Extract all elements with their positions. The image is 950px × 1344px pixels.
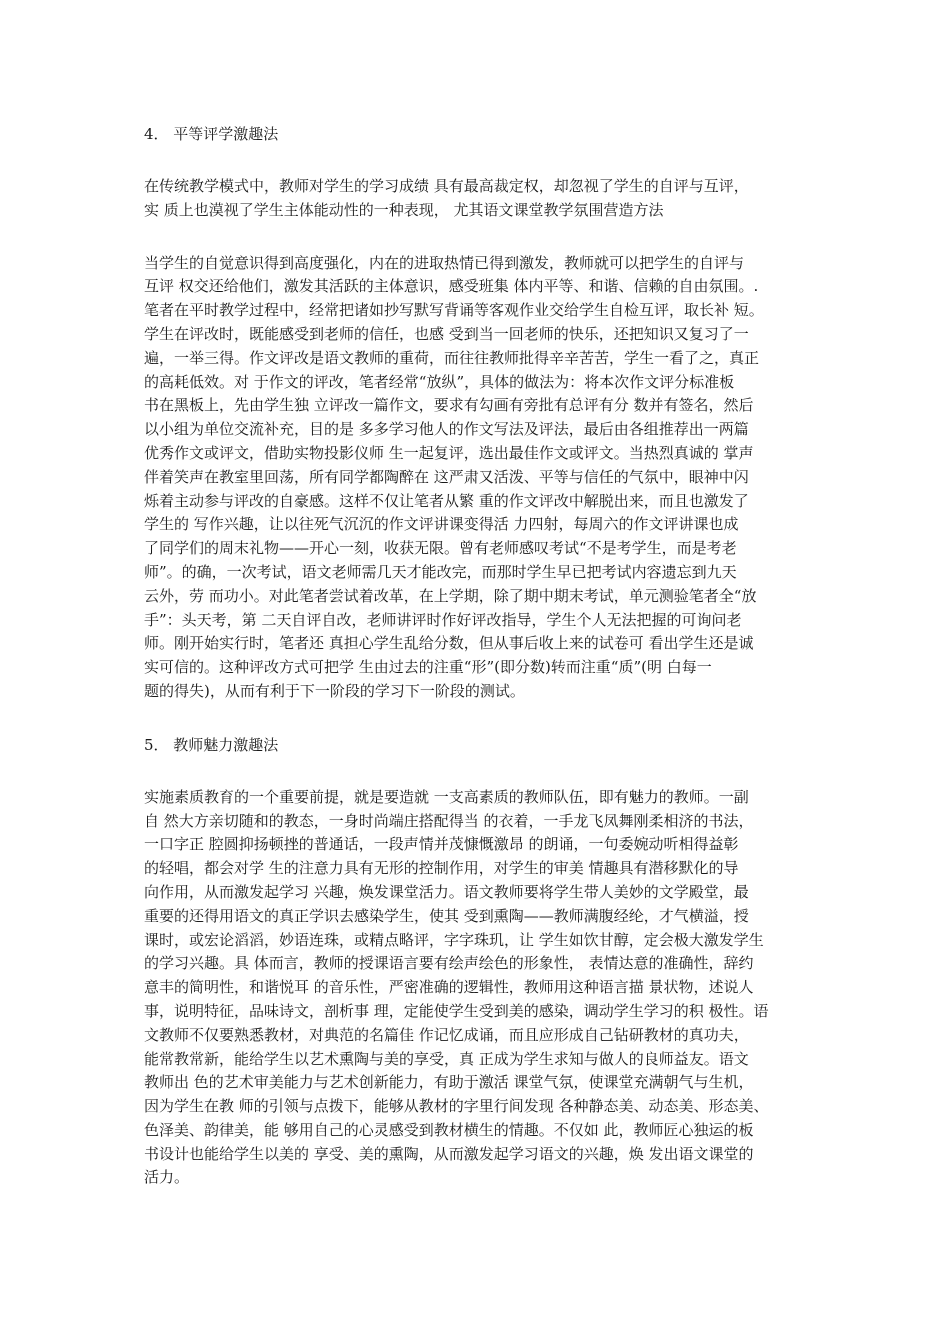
text-line: 以小组为单位交流补充，目的是 多多学习他人的作文写法及评法，最后由各组推荐出一两篇 bbox=[144, 420, 749, 439]
text-line: 课时，或宏论滔滔，妙语连珠，或精点略评，字字珠玑，让 学生如饮甘醇，定会极大激发学生 bbox=[144, 930, 764, 949]
text-line: 意丰的简明性，和谐悦耳 的音乐性，严密准确的逻辑性，教师用这种语言描 景状物，述说人 bbox=[144, 978, 754, 997]
text-line: 实可信的。这种评改方式可把学 生由过去的注重“形”(即分数)转而注重“质”(明 白每一 bbox=[144, 658, 712, 677]
text-line: 事，说明特征，品味诗文，剖析事 理，定能使学生受到美的感染，调动学生学习的积 极性。语 bbox=[144, 1001, 769, 1020]
text-line: 遍，一举三得。作文评改是语文教师的重荷，而往往教师批得辛辛苦苦，学生一看了之，真正 bbox=[144, 348, 760, 367]
text-line: 学生在评改时，既能感受到老师的信任，也感 受到当一回老师的快乐，还把知识又复习了一 bbox=[144, 324, 749, 343]
paragraph bbox=[144, 175, 814, 223]
text-line: 书设计也能给学生以美的 享受、美的熏陶，从而激发起学习语文的兴趣，焕 发出语文课堂的 bbox=[144, 1144, 754, 1163]
text-line: 活力。 bbox=[144, 1168, 190, 1187]
text-line: 笔者在平时教学过程中，经常把诸如抄写默写背诵等客观作业交给学生自检互评，取长补 短。 bbox=[144, 301, 764, 320]
text-line: 伴着笑声在教室里回荡，所有同学都陶醉在 这严肃又活泼、平等与信任的气氛中，眼神中闪 bbox=[144, 467, 749, 486]
text-line: 一口字正 腔圆抑扬顿挫的普通话，一段声情并茂慷慨激昂 的朗诵，一句委婉动听相得益彰 bbox=[144, 835, 739, 854]
section-4 bbox=[144, 122, 814, 733]
text-line: 能常教常新，能给学生以艺术熏陶与美的享受，真 正成为学生求知与做人的良师益友。语文 bbox=[144, 1049, 749, 1068]
text-line: 优秀作文或评文，借助实物投影仪师 生一起复评，选出最佳作文或评文。当热烈真诚的 掌声 bbox=[144, 443, 754, 462]
text-line: 向作用，从而激发起学习 兴趣，焕发课堂活力。语文教师要将学生带人美妙的文学殿堂，最 bbox=[144, 882, 749, 901]
text-line: 实 质上也漠视了学生主体能动性的一种表现， 尤其语文课堂教学氛围营造方法 bbox=[144, 200, 664, 219]
text-line: 书在黑板上，先由学生独 立评改一篇作文，要求有勾画有旁批有总评有分 数并有签名，然后 bbox=[144, 396, 754, 415]
paragraph bbox=[144, 786, 814, 1191]
text-line: 学生的 写作兴趣，让以往死气沉沉的作文评讲课变得活 力四射，每周六的作文评讲课也成 bbox=[144, 515, 739, 534]
text-line: 题的得失)，从而有利于下一阶段的学习下一阶段的测试。 bbox=[144, 681, 525, 700]
section-heading: 5． 教师魅力激趣法 bbox=[144, 735, 279, 754]
text-line: 的学习兴趣。具 体而言，教师的授课语言要有绘声绘色的形象性， 表情达意的准确性，辞约 bbox=[144, 954, 754, 973]
text-line: 了同学们的周末礼物——开心一刻，收获无限。曾有老师感叹考试“不是考学生，而是考老 bbox=[144, 539, 737, 558]
text-line: 实施素质教育的一个重要前提，就是要造就 一支高素质的教师队伍，即有魅力的教师。一副 bbox=[144, 787, 749, 806]
text-line: 色泽美、韵律美，能 够用自己的心灵感受到教材横生的情趣。不仅如 此，教师匠心独运的板 bbox=[144, 1120, 754, 1139]
text-line: 云外，劳 而功小。对此笔者尝试着改革，在上学期，除了期中期末考试，单元测验笔者全“放 bbox=[144, 586, 757, 605]
text-line: 在传统教学模式中，教师对学生的学习成绩 具有最高裁定权，却忽视了学生的自评与互评， bbox=[144, 177, 749, 195]
text-line: 教师出 色的艺术审美能力与艺术创新能力，有助于激活 课堂气氛，使课堂充满朝气与生机， bbox=[144, 1073, 754, 1092]
text-line: 因为学生在教 师的引领与点拨下，能够从教材的字里行间发现 各种静态美、动态美、形态美、 bbox=[144, 1097, 769, 1116]
section-5 bbox=[144, 733, 814, 1191]
text-line: 自 然大方亲切随和的教态，一身时尚端庄搭配得当 的衣着，一手龙飞凤舞刚柔相济的书法， bbox=[144, 811, 754, 830]
text-line: 互评 权交还给他们，激发其活跃的主体意识，感受班集 体内平等、和谐、信赖的自由氛围。. bbox=[144, 277, 759, 296]
text-line: 师”。的确，一次考试，语文老师需几天才能改完，而那时学生早已把考试内容遗忘到九天 bbox=[144, 562, 737, 581]
text-line: 的轻唱，都会对学 生的注意力具有无形的控制作用，对学生的审美 情趣具有潜移默化的导 bbox=[144, 859, 739, 878]
paragraph bbox=[144, 252, 814, 704]
text-line: 手”：头天考，第 二天自评自改，老师讲评时作好评改指导，学生个人无法把握的可询问老 bbox=[144, 610, 742, 629]
text-line: 的高耗低效。对 于作文的评改，笔者经常“放纵”，具体的做法为：将本次作文评分标准板 bbox=[144, 372, 735, 391]
text-line: 烁着主动参与评改的自豪感。这样不仅让笔者从繁 重的作文评改中解脱出来，而且也激发了 bbox=[144, 491, 749, 510]
section-heading: 4． 平等评学激趣法 bbox=[144, 125, 279, 143]
text-line: 师。刚开始实行时，笔者还 真担心学生乱给分数，但从事后收上来的试卷可 看出学生还是诚 bbox=[144, 634, 754, 653]
text-line: 重要的还得用语文的真正学识去感染学生，使其 受到熏陶——教师满腹经纶，才气横溢，授 bbox=[144, 906, 749, 925]
text-line: 当学生的自觉意识得到高度强化，内在的进取热情已得到激发，教师就可以把学生的自评与 bbox=[144, 253, 745, 272]
text-line: 文教师不仅要熟悉教材，对典范的名篇佳 作记忆成诵，而且应形成自己钻研教材的真功夫， bbox=[144, 1025, 749, 1044]
document-page bbox=[144, 122, 814, 1190]
